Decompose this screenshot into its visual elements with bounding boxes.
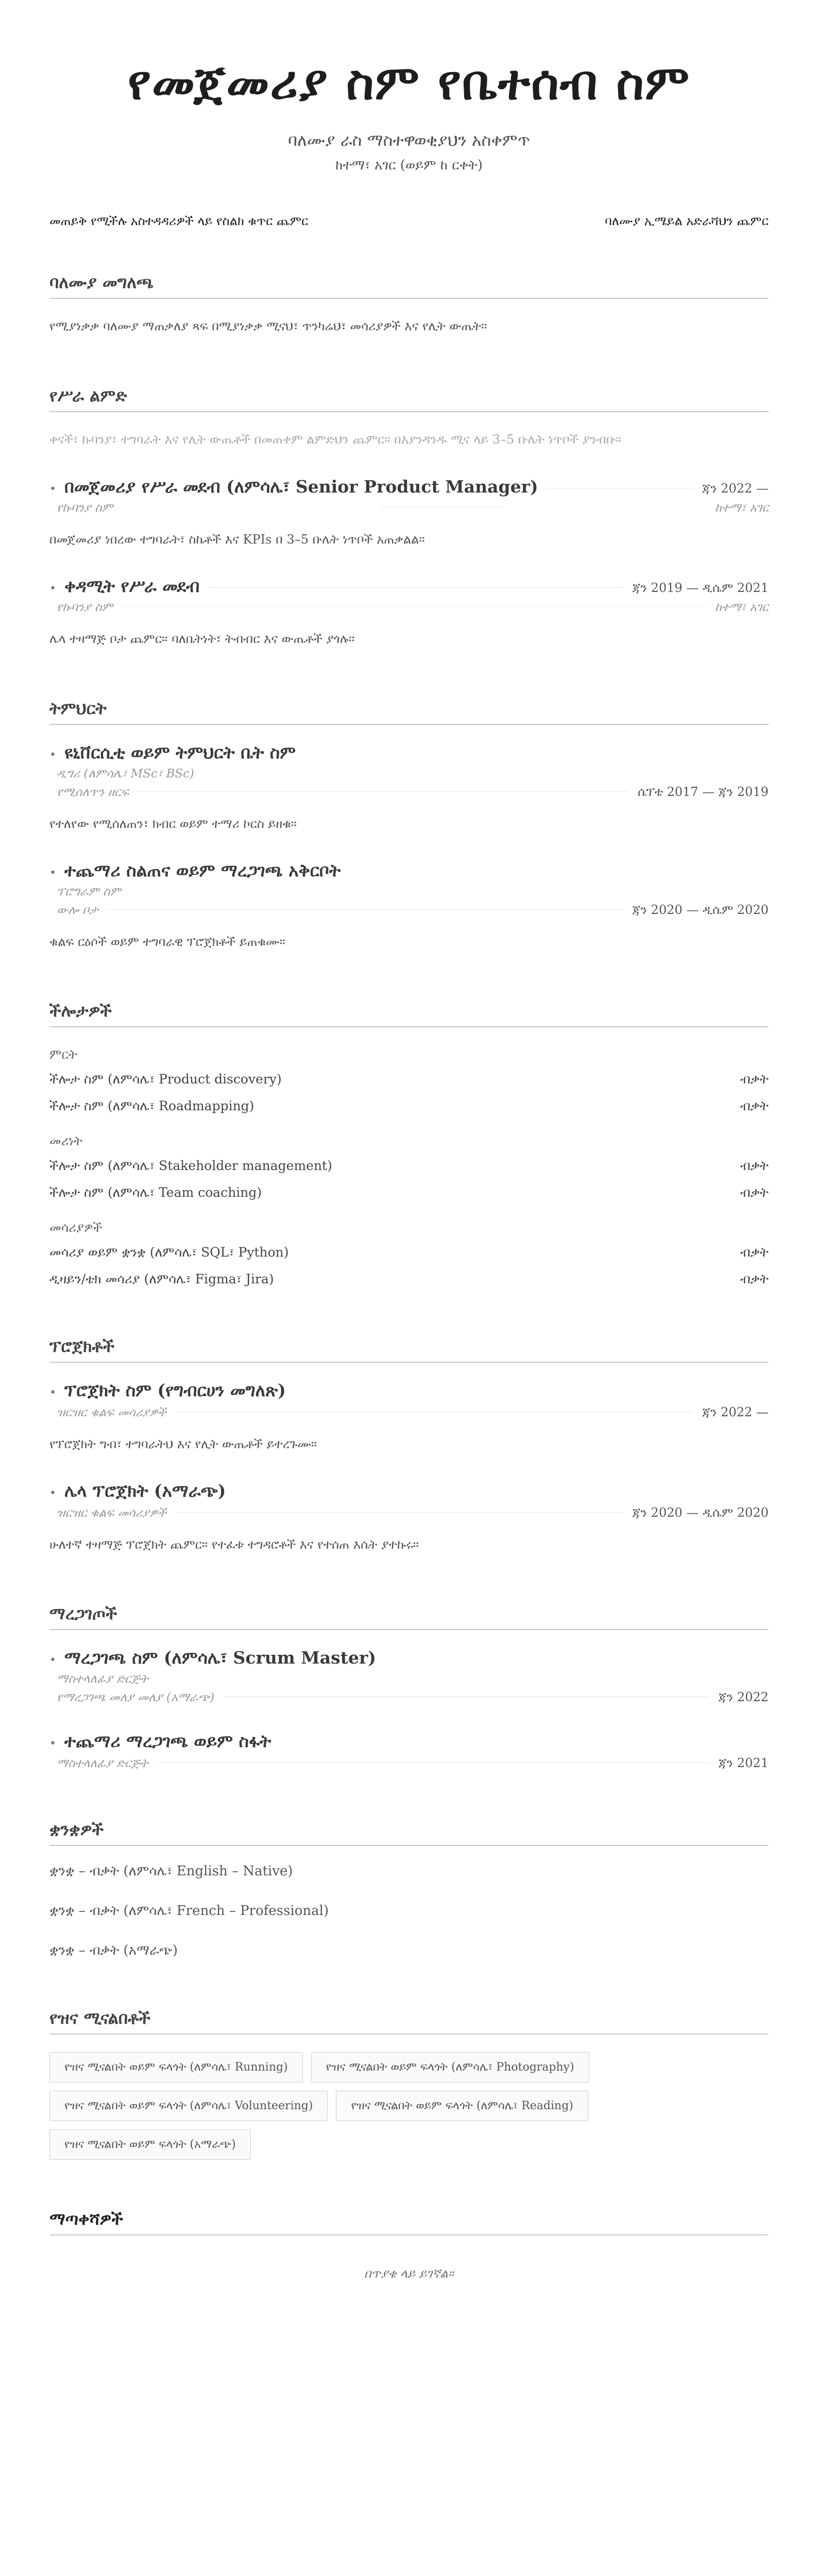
skill-name: ችሎታ ስም (ለምሳሌ፣ Product discovery) — [49, 1071, 282, 1087]
skill-level: ብቃት — [740, 1244, 769, 1260]
job-description: ሌላ ተዛማጅ ቦታ ጨምር፡፡ ባለቤትነት፣ ትብብር እና ውጤቶች ያጎሉ፡፡ — [49, 632, 355, 647]
interests-section — [49, 2008, 769, 2160]
projects-section — [49, 1336, 769, 1554]
bullet-icon: • — [49, 1487, 56, 1500]
section-title-projects: ፕሮጀክቶች — [49, 1336, 769, 1363]
job-dates: ጃን 2019 — ዲሴም 2021 — [632, 581, 769, 596]
divider — [108, 909, 623, 910]
project-tech: ዝርዝር ቁልፍ መሳሪያዎች — [57, 1405, 166, 1419]
skill-group — [49, 1220, 769, 1287]
phone-placeholder[interactable]: መጠይቅ የሚችሉ አስተዳዳሪዎች ላይ የስልክ ቁጥር ጨምር — [49, 214, 309, 229]
job-description: በመጀመሪያ ነበረው ተግባራት፣ ስኬቶች እና KPIs በ 3–5 ቡሌት ነጥቦች አጠቃልል፡፡ — [49, 532, 425, 547]
project-dates: ጃን 2020 — ዲሴም 2020 — [632, 1505, 769, 1520]
bullet-icon: • — [49, 1654, 56, 1667]
skill-level: ብቃት — [740, 1158, 769, 1173]
divider — [138, 791, 628, 792]
interest-chip: የዝና ሚናልበት ወይም ፍላጎት (አማራጭ) — [49, 2129, 251, 2160]
education-dates: ሴፕቴ 2017 — ጃን 2019 — [637, 784, 769, 799]
school-name: ዩኒቨርሲቲ ወይም ትምህርት ቤት ስም — [64, 742, 296, 762]
skill-item — [49, 1098, 769, 1114]
project-title: ሌላ ፕሮጀክት (አማራጭ) — [64, 1481, 226, 1501]
skill-name: ችሎታ ስም (ለምሳሌ፣ Team coaching) — [49, 1184, 262, 1200]
skill-group — [49, 1047, 769, 1114]
resume-header — [49, 0, 769, 174]
divider — [158, 1762, 709, 1763]
certification-title: ማረጋገጫ ስም (ለምሳሌ፣ Scrum Master) — [64, 1648, 376, 1668]
skill-group — [49, 1133, 769, 1200]
skill-item — [49, 1158, 769, 1174]
divider — [176, 1512, 623, 1513]
experience-section — [49, 386, 769, 649]
section-title-references: ማጣቀሻዎች — [49, 2209, 769, 2235]
section-title-education: ትምህርት — [49, 699, 769, 725]
location: ከተማ፣ አገር (ወይም ከ ርቀት) — [335, 158, 483, 174]
section-title-skills: ችሎታዎች — [49, 1001, 769, 1027]
skill-item — [49, 1072, 769, 1087]
language-item: ቋንቋ – ብቃት (ለምሳሌ፣ English – Native) — [49, 1863, 293, 1879]
education-section — [49, 699, 769, 952]
job-location: ከተማ፣ አገር — [715, 501, 769, 515]
company-name: የኩባንያ ስም — [57, 601, 113, 615]
skill-item — [49, 1185, 769, 1200]
interest-chip: የዝና ሚናልበት ወይም ፍላጎት (ለምሳሌ፣ Running) — [49, 2052, 303, 2082]
email-placeholder[interactable]: ባለሙያ ኢሜይል አድራሻህን ጨምር — [605, 214, 769, 229]
program-name: ፕሮግራም ስም — [57, 885, 122, 899]
skill-level: ብቃት — [740, 1071, 769, 1087]
job-dates: ጃን 2022 — — [702, 481, 769, 496]
references-section — [49, 2209, 769, 2281]
project-tech: ዝርዝር ቁልፍ መሳሪያዎች — [57, 1506, 166, 1520]
skill-level: ብቃት — [740, 1184, 769, 1200]
skill-level: ብቃት — [740, 1271, 769, 1286]
section-title-experience: የሥራ ልምድ — [49, 386, 769, 412]
job-location: ከተማ፣ አገር — [715, 601, 769, 615]
interest-chip: የዝና ሚናልበት ወይም ፍላጎት (ለምሳሌ፣ Photography) — [311, 2052, 589, 2082]
experience-hint: ቀናች፣ ኩባንያ፣ ተግባራት እና የሊት ውጤቶች በመጠቀም ልምድህን ጨምር፡፡ በእያንዳንዱ ሚና ላይ 3–5 ቡሌት ነጥቦች ያንብቡ፡፡ — [49, 432, 622, 447]
project-dates: ጃን 2022 — — [702, 1404, 769, 1419]
bullet-icon: • — [49, 748, 56, 761]
skill-name: መሳሪያ ወይም ቋንቋ (ለምሳሌ፣ SQL፣ Python) — [49, 1244, 289, 1260]
training-name: ተጨማሪ ስልጠና ወይም ማረጋገጫ አቅርቦት — [64, 860, 341, 880]
skill-group-title: መሳሪያዎች — [49, 1219, 103, 1235]
divider — [122, 606, 706, 607]
interest-chip: የዝና ሚናልበት ወይም ፍላጎት (ለምሳሌ፣ Volunteering) — [49, 2091, 328, 2121]
certification-entry — [49, 1731, 769, 1770]
credential-id: የማረጋገጫ መለያ መለያ (አማራጭ) — [57, 1691, 215, 1705]
training-description: ቁልፍ ርዕሶች ወይም ተግባራዊ ፕሮጀክቶች ይጠቁሙ፡፡ — [49, 934, 285, 949]
summary-section — [49, 273, 769, 336]
certification-issuer: ማስተላለፊያ ድርጅት — [57, 1672, 148, 1686]
professional-headline: ባለሙያ ራስ ማስተዋወቂያህን አስቀምጥ — [287, 130, 531, 150]
field-of-study: የሚሰለጥን ዘርፍ — [57, 785, 129, 799]
project-title: ፕሮጀክት ስም (የግብርሀን መግለጽ) — [64, 1380, 286, 1400]
references-text: በጥያቄ ላይ ይገኛል፡፡ — [364, 2266, 454, 2281]
summary-text: የሚያነቃቃ ባለሙያ ማጠቃለያ ጻፍ በሚያነቃቃ ሚናህ፣ ጥንካሬህ፣ መሳሪያዎች እና የሊት ውጤት፡፡ — [49, 319, 487, 334]
section-title-summary: ባለሙያ መግለጫ — [49, 273, 769, 299]
job-title: ቀዳሚት የሥራ መደብ — [64, 576, 200, 597]
skill-group-title: መሪነት — [49, 1133, 83, 1148]
skill-item — [49, 1272, 769, 1287]
divider — [209, 587, 623, 588]
training-location: ውሎ ቦታ — [57, 903, 98, 917]
bullet-icon: • — [49, 483, 56, 496]
project-description: ሁለተኛ ተዛማጅ ፕሮጀክት ጨምር፡፡ የተፈቱ ተግዳሮቶች እና የተሰጠ እሴት ያተኩሩ፡፡ — [49, 1537, 419, 1552]
language-item: ቋንቋ – ብቃት (አማራጭ) — [49, 1943, 178, 1959]
interest-chips — [49, 2052, 769, 2160]
project-entry — [49, 1481, 769, 1554]
section-title-interests: የዝና ሚናልበቶች — [49, 2008, 769, 2035]
project-entry — [49, 1380, 769, 1454]
bullet-icon: • — [49, 582, 56, 596]
certification-date: ጃን 2021 — [718, 1756, 769, 1771]
skill-name: ዲዛይን/ቴክ መሳሪያ (ለምሳሌ፣ Figma፣ Jira) — [49, 1271, 274, 1286]
skill-group-title: ምርት — [49, 1046, 78, 1062]
skill-name: ችሎታ ስም (ለምሳሌ፣ Stakeholder management) — [49, 1158, 332, 1173]
bullet-icon: • — [49, 1737, 56, 1751]
skill-item — [49, 1245, 769, 1260]
project-description: የፕሮጀክት ግብ፣ ተግባራትህ እና የሊት ውጤቶች ይተረጉሙ፡፡ — [49, 1436, 317, 1451]
experience-entry — [49, 477, 769, 549]
certifications-section — [49, 1604, 769, 1770]
certification-title: ተጨማሪ ማረጋገጫ ወይም ስፋት — [64, 1731, 271, 1752]
company-name: የኩባንያ ስም — [57, 501, 113, 515]
education-description: የተለየው የሚሰለጠን፣ ክብር ወይም ተማሪ ኮርስ ይዘቁ፡፡ — [49, 816, 297, 831]
certification-date: ጃን 2022 — [718, 1690, 769, 1705]
full-name: የመጀመሪያ ስም የቤተሰብ ስም — [127, 55, 691, 110]
training-dates: ጃን 2020 — ዲሴም 2020 — [632, 902, 769, 917]
education-entry — [49, 860, 769, 952]
languages-section — [49, 1820, 769, 1959]
degree: ዲግሪ (ለምሳሌ፣ MSc፣ BSc) — [57, 767, 195, 781]
skills-section — [49, 1001, 769, 1287]
contact-row — [49, 214, 769, 228]
bullet-icon: • — [49, 1386, 56, 1399]
skill-name: ችሎታ ስም (ለምሳሌ፣ Roadmapping) — [49, 1098, 254, 1113]
education-entry — [49, 742, 769, 834]
interest-chip: የዝና ሚናልበት ወይም ፍላጎት (ለምሳሌ፣ Reading) — [336, 2091, 588, 2121]
bullet-icon: • — [49, 866, 56, 879]
section-title-certifications: ማረጋገጦች — [49, 1604, 769, 1630]
skill-level: ብቃት — [740, 1098, 769, 1113]
section-title-languages: ቋንቋዎች — [49, 1820, 769, 1846]
job-title: በመጀመሪያ የሥራ መደብ (ለምሳሌ፣ Senior Product Manager) — [64, 477, 538, 497]
experience-entry — [49, 576, 769, 649]
certification-entry — [49, 1648, 769, 1704]
certification-issuer: ማስተላለፊያ ድርጅት — [57, 1757, 148, 1771]
language-item: ቋንቋ – ብቃት (ለምሳሌ፣ French – Professional) — [49, 1903, 329, 1919]
